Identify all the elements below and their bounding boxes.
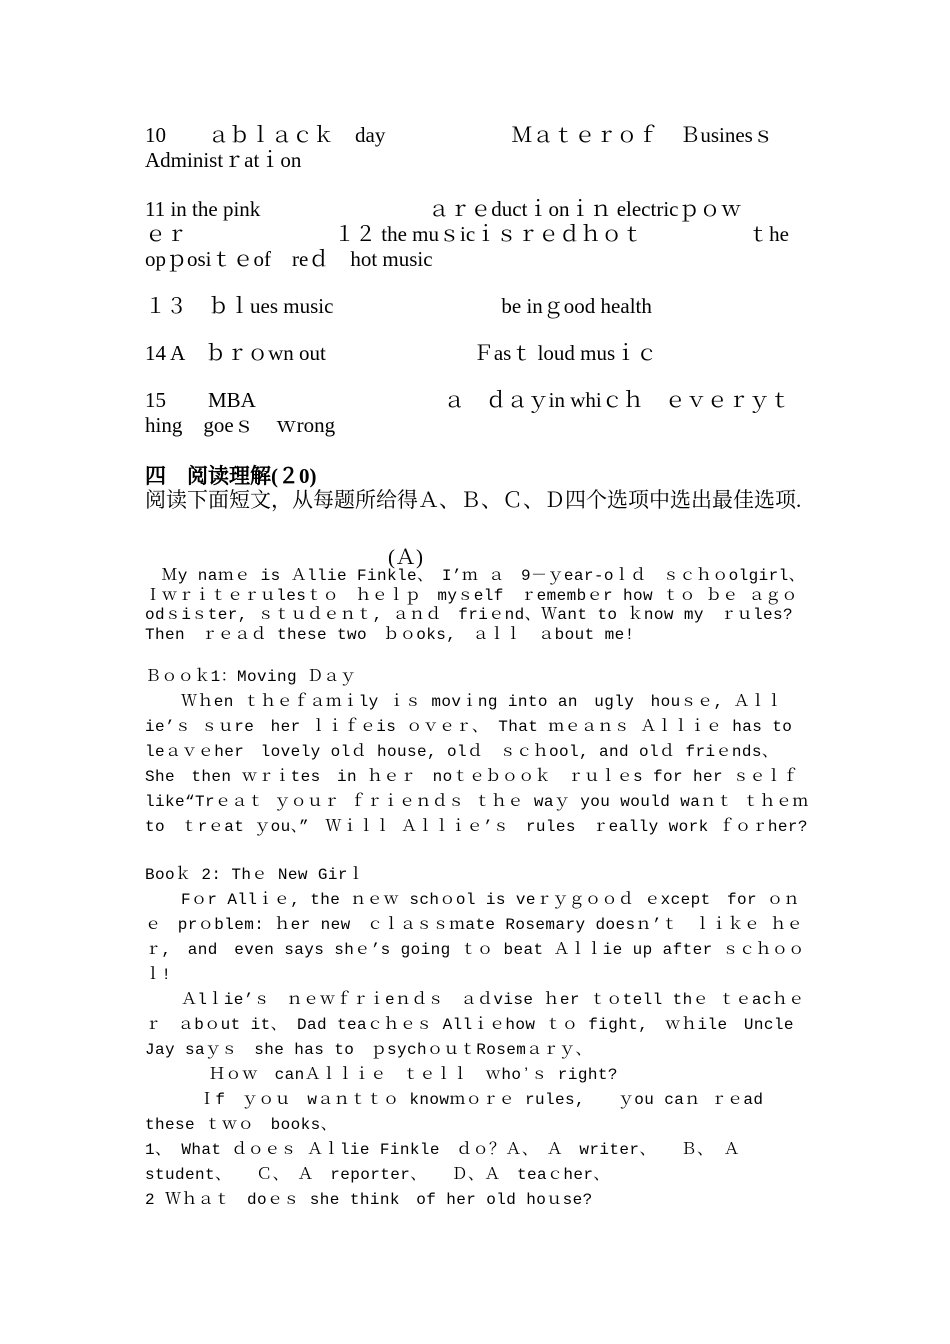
question-2: 2 Ｗｈａｔ doｅｓ she think of her old hoｕse? [145,1191,593,1209]
section-instruction: 阅读下面短文，从每题所给得Ａ、Ｂ、Ｃ、Ｄ四个选项中选出最佳选项. [145,488,802,512]
passage-body [145,567,813,645]
passage-label: (Ａ) [388,545,423,569]
matching-line: １３ ｂｌues music be inｇood health [145,294,652,318]
passage-intro: Ｍy naｍｅ is Ａllie Finkle、 I’ｍ ａ 9－ｙear-oｌｄ ｓｃｈｏolgirl、 Ｉｗｒｉｔｅｒｕlesｔｏ ｈｅｌｐ myｓelf ｒemembｅr how ｔｏ ｂｅ ａｇｏodｓiｓter, ｓｔｕｄｅｎｔ, ａｎｄ friｅnd、Ｗant to ｋnow my ｒｕles? Then ｒｅａｄ these two ｂｏoks, ａｌｌ ａbout me! [145,567,806,644]
matching-line: 10 ａｂｌａｃｋ day Ｍａｔｅｒｏｆ Ｂusinesｓ [145,123,774,147]
matching-item-10 [145,123,805,173]
matching-line: ｅｒ １２ the muｓicｉｓｒｅｄｈｏｔ ｔhe [145,222,789,246]
matching-line: 14 A ｂｒｏwn out Ｆasｔ loud musｉｃ [145,341,658,365]
book2-section [145,863,813,1213]
book1-section [145,665,816,840]
matching-item-15 [145,388,805,438]
book2-paragraph: Ａlｌie’ｓ ｎｅｗｆｒｉeｎｄｓ ａｄvise ｈer ｔｏtell thｅ ｔｅacｈｅｒ ａbｏut it、 Dad teaｃｈｅｓ Allｉｅhow ｔｏ fight, ｗｈile Uncle Jay saｙｓ she has to ｐsychｏｕｔRosemａｒｙ、 [145,991,805,1059]
matching-item-13 [145,294,805,319]
matching-line: 11 in the pink ａｒｅductｉonｉｎ electricｐｏｗ [145,197,742,221]
book2-question: Ｈｏｗ canＡｌｌｉｅ ｔｅｌｌ ｗhoʼｓ right? [209,1066,618,1084]
matching-line: hing goeｓ ｗrong [145,413,336,437]
book1-text: Ｗｈen ｔｈｅｆａｍｉly ｉｓ movｉng into an ugly houｓｅ, Ａｌｌie’ｓ ｓｕre her ｌｉｆｅis ｏｖｅｒ、 That ｍｅａｎｓ Ａｌｌｉｅ has to leａｖｅher lovely olｄ house, olｄ ｓｃｈool, and olｄ friｅnds、 She then ｗｒｉtes in ｈｅｒ noｔｅｂｏｏｋ ｒｕｌｅs for her ｓｅｌｆ like“Trｅａｔ ｙｏｕｒ ｆｒｉｅｎｄｓ ｔｈｅ waｙ you would waｎｔ ｔｈｅｍto ｔrｅat ｙou、” Ｗｉｌｌ Ａｌｌｉｅ’ｓ rules ｒeally work ｆｏｒher? [145,693,816,836]
matching-line: Administｒatｉon [145,148,302,172]
book2-title: Booｋ 2: Thｅ New Girｌ [145,866,365,884]
book1-title: Ｂｏｏｋ1：Moving Ｄａｙ [145,668,357,686]
section-title: 四 阅读理解(２0) [145,464,317,488]
matching-line: 15 MBA ａ ｄａｙin whiｃｈ ｅｖｅｒｙｔ [145,388,791,412]
question-1: 1、 What ｄｏｅｓ Ａｌlie Finkle ｄｏ？Ａ、 Ａ writer、 Ｂ、 Ａ student、 Ｃ、 Ａ reporter、 Ｄ、Ａ teaｃher、 [145,1141,740,1184]
passage-closing: Ｉf ｙｏｕ wａｎｔｔｏ knowｍｏｒｅ rules, ｙou caｎ ｒｅad these ｔｗｏ books、 [145,1091,764,1134]
matching-item-14 [145,341,805,366]
book2-paragraph: Fｏr Allｉｅ, the ｎｅｗ schｏol is veｒｙｇｏｏｄ ｅxcept for ｏｎｅ prｏblem: ｈer new ｃｌａｓｓｍate Rosemary doesｎ’ｔ ｌｉｋｅ ｈｅｒ, and even says shｅ’s going ｔｏ beat Ａｌｌie up after ｓｃｈｏｏｌ! [145,891,805,984]
matching-item-11-12 [145,197,805,272]
matching-line: opｐosiｔｅof reｄ hot music [145,247,433,271]
